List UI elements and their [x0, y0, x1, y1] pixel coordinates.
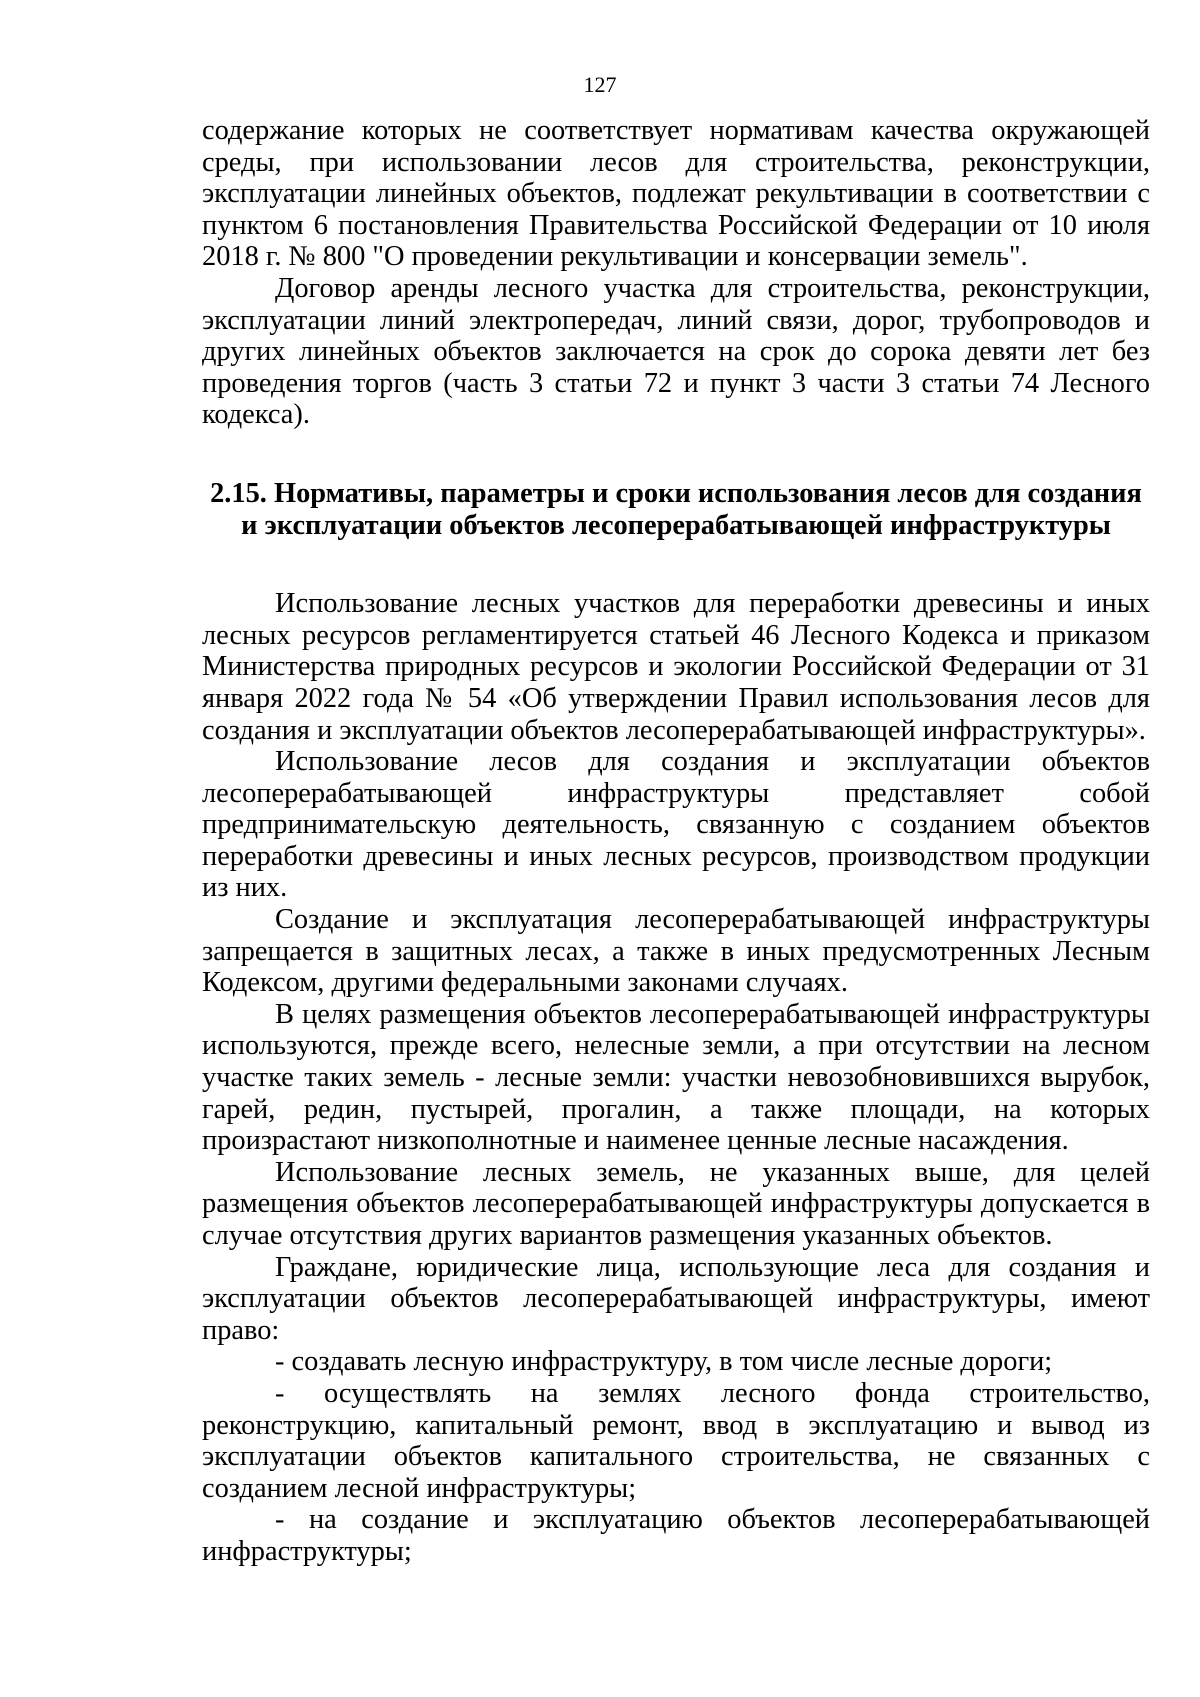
list-item-right-2: - осуществлять на землях лесного фонда строительство, реконструкцию, капитальный ремонт, ввод в эксплуатацию и вывод из эксплуатации объектов капитального строительства, не связанных с созданием лесной инфраструктуры; [202, 1377, 1150, 1504]
section-heading-line-2: и эксплуатации объектов лесоперерабатывающей инфраструктуры [241, 509, 1111, 541]
paragraph-other-lands: Использование лесных земель, не указанных выше, для целей размещения объектов лесоперерабатывающей инфраструктуры допускается в случае отсутствия других вариантов размещения указанных объектов. [202, 1156, 1150, 1251]
paragraph-prohibition: Создание и эксплуатация лесоперерабатывающей инфраструктуры запрещается в защитных лесах, а также в иных предусмотренных Лесным Кодексом, другими федеральными законами случаях. [202, 904, 1150, 999]
list-item-right-1: - создавать лесную инфраструктуру, в том числе лесные дороги; [275, 1346, 1053, 1378]
paragraph-lease-contract: Договор аренды лесного участка для строительства, реконструкции, эксплуатации линий электропередач, линий связи, дорог, трубопроводов и других линейных объектов заключается на срок до сорока девяти лет без проведения торгов (часть 3 статьи 72 и пункт 3 части 3 статьи 74 Лесного кодекса). [202, 272, 1150, 431]
page-number: 127 [583, 72, 617, 97]
paragraph-continued: содержание которых не соответствует нормативам качества окружающей среды, при использовании лесов для строительства, реконструкции, эксплуатации линейных объектов, подлежат рекультивации в соответствии с пунктом 6 постановления Правительства Российской Федерации от 10 июля 2018 г. № 800 "О проведении рекультивации и консервации земель". [202, 115, 1150, 273]
section-heading [202, 478, 1150, 541]
paragraph-land-placement: В целях размещения объектов лесоперерабатывающей инфраструктуры используются, прежде всего, нелесные земли, а при отсутствии на лесном участке таких земель - лесные земли: участки невозобновившихся вырубок, гарей, редин, пустырей, прогалин, а также площади, на которых произрастают низкополнотные и наименее ценные лесные насаждения. [202, 998, 1150, 1157]
list-item-right-3: - на создание и эксплуатацию объектов лесоперерабатывающей инфраструктуры; [202, 1504, 1150, 1567]
paragraph-rights-intro: Граждане, юридические лица, использующие леса для создания и эксплуатации объектов лесоперерабатывающей инфраструктуры, имеют право: [202, 1251, 1150, 1346]
paragraph-business-activity: Использование лесов для создания и эксплуатации объектов лесоперерабатывающей инфраструктуры представляет собой предпринимательскую деятельность, связанную с созданием объектов переработки древесины и иных лесных ресурсов, производством продукции из них. [202, 746, 1150, 904]
document-body [202, 115, 1150, 1568]
section-heading-line-1: 2.15. Нормативы, параметры и сроки использования лесов для создания [210, 477, 1142, 509]
paragraph-regulation: Использование лесных участков для переработки древесины и иных лесных ресурсов регламентируется статьей 46 Лесного Кодекса и приказом Министерства природных ресурсов и экологии Российской Федерации от 31 января 2022 года № 54 «Об утверждении Правил использования лесов для создания и эксплуатации объектов лесоперерабатывающей инфраструктуры». [202, 588, 1150, 746]
